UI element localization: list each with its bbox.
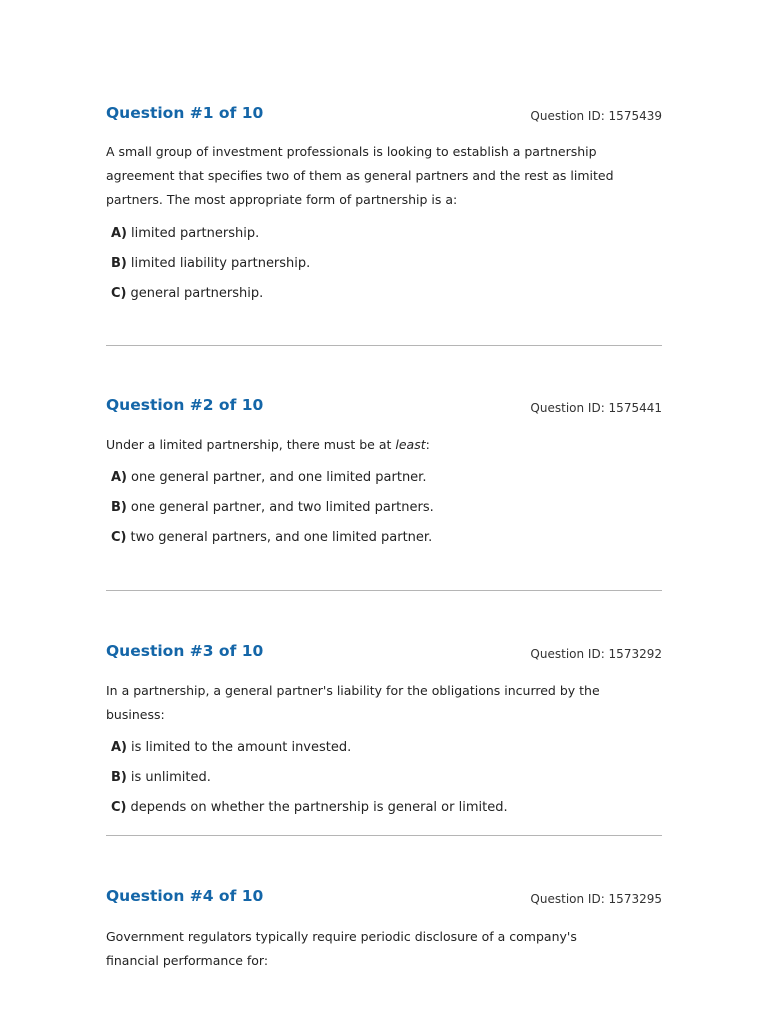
question-id: Question ID: 1575441 [530,401,662,415]
answer-letter: B) [111,256,127,271]
stem-text: : [425,437,430,452]
question-header [106,104,662,128]
question-divider [106,835,662,836]
question-title: Question #3 of 10 [106,642,264,660]
answer-text: one general partner, and two limited partners. [130,500,434,515]
answer-text: is unlimited. [130,770,211,785]
answer-option-a[interactable] [111,733,662,763]
question-block-3 [106,642,662,823]
answer-option-c[interactable] [111,793,662,823]
question-title: Question #1 of 10 [106,104,264,122]
question-id: Question ID: 1573292 [530,647,662,661]
answer-letter: C) [111,800,127,815]
answer-option-c[interactable] [111,523,662,553]
stem-text: Under a limited partnership, there must be at [106,437,396,452]
answer-text: two general partners, and one limited partner. [130,530,433,545]
question-divider [106,590,662,591]
question-id: Question ID: 1575439 [530,109,662,123]
answer-text: is limited to the amount invested. [131,740,352,755]
answer-text: one general partner, and one limited partner. [131,470,427,485]
answer-letter: C) [111,530,127,545]
question-stem [106,433,662,457]
answer-text: limited liability partnership. [130,256,311,271]
answer-letter: A) [111,470,128,485]
question-divider [106,345,662,346]
question-stem: A small group of investment professionals is looking to establish a partnership agreement that specifies two of them as general partners and the rest as limited partners. The most appropriate form of partnership is a: [106,144,614,207]
question-title: Question #2 of 10 [106,396,264,414]
stem-emphasis: least [395,437,426,452]
answer-letter: A) [111,226,128,241]
question-block-2 [106,396,662,553]
answer-option-a[interactable] [111,219,662,249]
question-id: Question ID: 1573295 [530,892,662,906]
answer-text: general partnership. [130,286,264,301]
answer-option-a[interactable] [111,463,662,493]
answer-letter: B) [111,770,127,785]
question-block-1 [106,104,662,309]
question-stem: In a partnership, a general partner's liability for the obligations incurred by the business: [106,683,600,722]
question-header [106,396,662,420]
answer-text: limited partnership. [131,226,260,241]
answer-list [106,733,662,823]
question-stem: Government regulators typically require periodic disclosure of a company's financial performance for: [106,929,577,968]
answer-letter: B) [111,500,127,515]
answer-letter: A) [111,740,128,755]
answer-option-c[interactable] [111,279,662,309]
question-title: Question #4 of 10 [106,887,264,905]
answer-option-b[interactable] [111,493,662,523]
question-header [106,887,662,911]
answer-text: depends on whether the partnership is general or limited. [130,800,508,815]
question-block-4 [106,887,662,973]
answer-option-b[interactable] [111,763,662,793]
answer-list [106,463,662,553]
answer-option-b[interactable] [111,249,662,279]
answer-letter: C) [111,286,127,301]
answer-list [106,219,662,309]
question-header [106,642,662,666]
